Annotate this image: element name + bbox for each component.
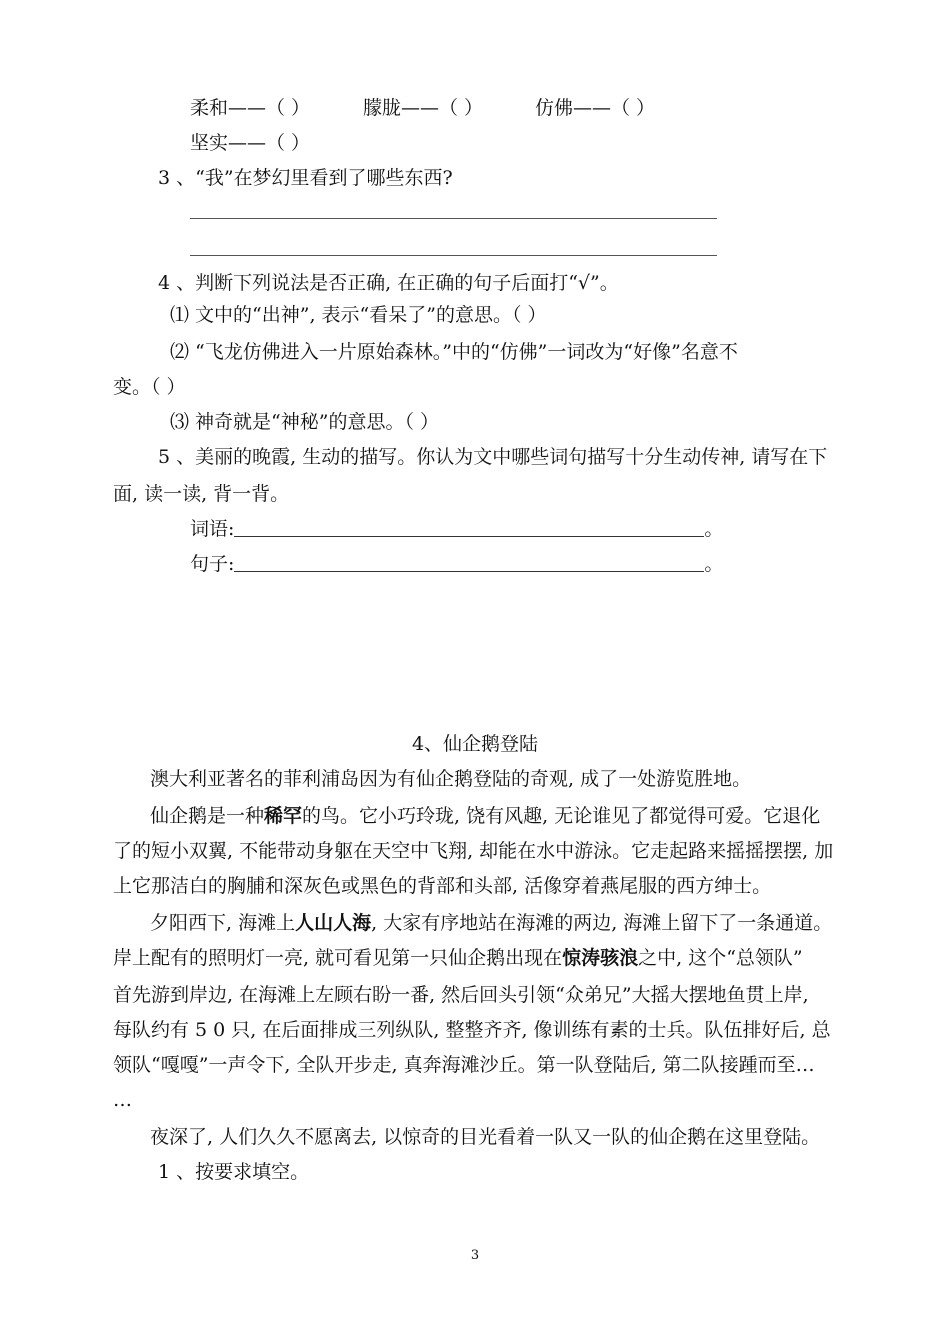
p2-text-b: 的鸟。它小巧玲珑, 饶有风趣, 无论谁见了都觉得可爱。它退化 [302,805,821,827]
p2-bold-word: 稀罕 [264,805,303,827]
words-answer-row [190,516,723,542]
article-paragraph-3-line-3: 首先游到岸边, 在海滩上左顾右盼一番, 然后回头引领“众弟兄”大摇大摆地鱼贯上岸, [113,984,809,1006]
q2-item-rouhe: 柔和——（ ） [190,97,311,119]
page-number: 3 [470,1248,480,1263]
words-answer-blank[interactable] [234,536,704,537]
article-paragraph-3-line-2 [113,945,803,971]
sentence-answer-blank[interactable] [234,571,704,572]
q2-item-jianshi: 坚实——（ ） [190,132,311,154]
sentence-label: 句子: [190,553,235,575]
question-3: 3 、“我”在梦幻里看到了哪些东西? [158,167,453,189]
question-5: 5 、美丽的晚霞, 生动的描写。你认为文中哪些词句描写十分生动传神, 请写在下 [158,446,828,468]
article-paragraph-3-line-6: … [113,1089,132,1111]
q4-statement-2-text: ⑵ “飞龙仿佛进入一片原始森林。”中的“仿佛”一词改为“好像”名意不 [170,341,738,363]
q4-statement-1: ⑴ 文中的“出神”, 表示“看呆了”的意思。（ ） [170,304,547,326]
article-paragraph-3-line-1 [150,910,832,936]
q4-statement-3: ⑶ 神奇就是“神秘”的意思。（ ） [170,411,440,433]
answer-line-1[interactable] [190,218,717,219]
article-paragraph-2-line-2: 了的短小双翼, 不能带动身躯在天空中飞翔, 却能在水中游泳。它走起路来摇摇摆摆, 加 [113,840,834,862]
p2-text-a: 仙企鹅是一种 [150,805,265,827]
question-4: 4 、判断下列说法是否正确, 在正确的句子后面打“√”。 [158,272,619,294]
words-end-mark: 。 [704,518,724,540]
article-paragraph-4: 夜深了, 人们久久不愿离去, 以惊奇的目光看着一队又一队的仙企鹅在这里登陆。 [150,1126,821,1148]
p3-bold-phrase-1: 人山人海 [295,912,372,934]
article-paragraph-3-line-5: 领队“嘎嘎”一声令下, 全队开步走, 真奔海滩沙丘。第一队登陆后, 第二队接踵而至… [113,1054,815,1076]
q4-statement-2 [170,339,837,365]
words-label: 词语: [190,518,235,540]
p3-text-b: , 大家有序地站在海滩的两边, 海滩上留下了一条通道。 [371,912,833,934]
article-paragraph-2-line-1 [150,803,820,829]
p3-text-a: 夕阳西下, 海滩上 [150,912,296,934]
article-paragraph-2-line-3: 上它那洁白的胸脯和深灰色或黑色的背部和头部, 活像穿着燕尾服的西方绅士。 [113,875,772,897]
article-paragraph-3-line-4: 每队约有 5 0 只, 在后面排成三列纵队, 整整齐齐, 像训练有素的士兵。队伍排好后, 总 [113,1019,831,1041]
sentence-end-mark: 。 [704,553,724,575]
question-5-continued: 面, 读一读, 背一背。 [113,483,290,505]
p3-l2-text-b: 之中, 这个“总领队” [638,947,803,969]
answer-line-2[interactable] [190,255,717,256]
p3-bold-phrase-2: 惊涛骇浪 [562,947,639,969]
p3-l2-text-a: 岸上配有的照明灯一亮, 就可看见第一只仙企鹅出现在 [113,947,563,969]
q4-statement-2-continued: 变。（ ） [113,376,186,398]
q2-item-fangfu: 仿佛——（ ） [535,97,656,119]
article-title: 4、仙企鹅登陆 [411,733,539,755]
sentence-answer-row [190,551,723,577]
article-paragraph-1: 澳大利亚著名的菲利浦岛因为有仙企鹅登陆的奇观, 成了一处游览胜地。 [150,768,752,790]
article-question-1: 1 、按要求填空。 [158,1161,310,1183]
q2-item-menglong: 朦胧——（ ） [363,97,484,119]
